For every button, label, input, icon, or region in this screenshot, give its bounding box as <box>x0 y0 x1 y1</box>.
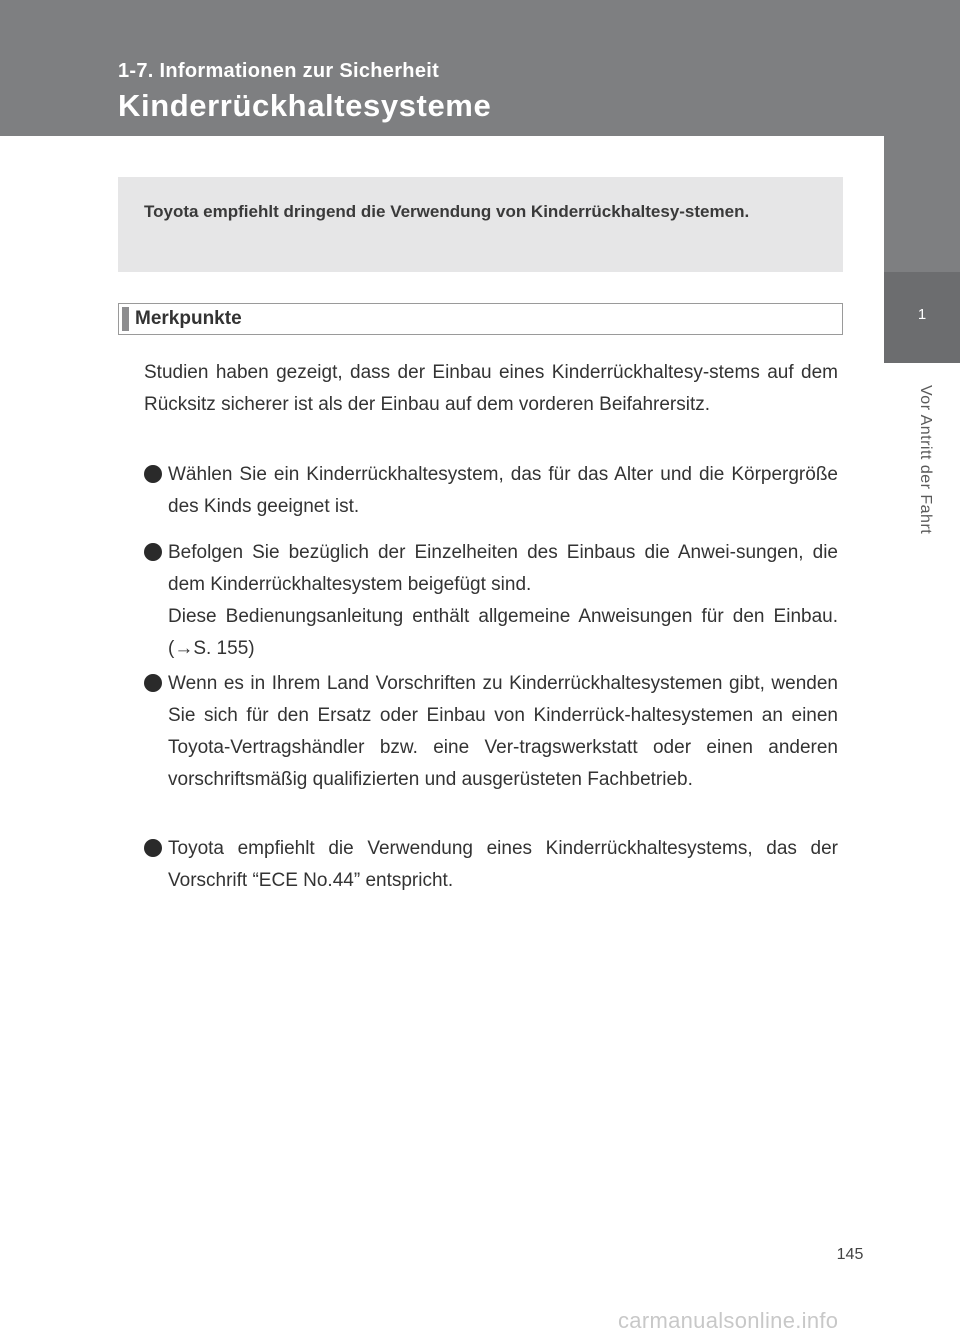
intro-box <box>118 177 843 272</box>
body-paragraph: Studien haben gezeigt, dass der Einbau eines Kinderrückhaltesy-stems auf dem Rücksitz sicherer ist als der Einbau auf dem vorderen Beifahrersitz. <box>144 362 838 415</box>
bullet-dot-icon <box>144 465 162 483</box>
chapter-title: Vor Antritt der Fahrt <box>917 385 934 535</box>
chapter-number: 1 <box>884 272 960 363</box>
bullet-dot-icon <box>144 839 162 857</box>
bullet-item <box>144 459 838 523</box>
bullet-item <box>144 833 838 897</box>
bullet-item <box>144 668 838 796</box>
bullet-text: Befolgen Sie bezüglich der Einzelheiten des Einbaus die Anwei-sungen, die dem Kinderrückhaltesystem beigefügt sind. <box>168 542 838 595</box>
bullet-dot-icon <box>144 674 162 692</box>
bullet-text: Wählen Sie ein Kinderrückhaltesystem, das für das Alter und die Körpergröße des Kinds geeignet ist. <box>168 464 838 517</box>
page-title: Kinderrückhaltesysteme <box>118 88 492 123</box>
section-label: 1-7. Informationen zur Sicherheit <box>118 60 440 82</box>
watermark: carmanualsonline.info <box>618 1308 839 1333</box>
bullet-item <box>144 537 838 665</box>
page-number: 145 <box>836 1246 864 1263</box>
bullet-text: Wenn es in Ihrem Land Vorschriften zu Kinderrückhaltesystemen gibt, wenden Sie sich für den Ersatz oder Einbau von Kinderrück-haltesystemen an einen Toyota-Vertragshändler bzw. eine Ver-tragswerkstatt oder einen anderen vorschriftsmäßig qualifizierten und ausgerüsteten Fachbetrieb. <box>168 673 838 790</box>
side-tab <box>884 136 960 272</box>
merkpunkte-heading-label: Merkpunkte <box>135 308 242 329</box>
bullet-subtext: Diese Bedienungsanleitung enthält allgemeine Anweisungen für den Einbau. (→S. 155) <box>168 606 838 659</box>
merkpunkte-heading <box>118 303 843 335</box>
bullet-dot-icon <box>144 543 162 561</box>
intro-text: Toyota empfiehlt dringend die Verwendung von Kinderrückhaltesy-stemen. <box>144 202 750 221</box>
bullet-text: Toyota empfiehlt die Verwendung eines Kinderrückhaltesystems, das der Vorschrift “ECE No.44” entspricht. <box>168 838 838 891</box>
